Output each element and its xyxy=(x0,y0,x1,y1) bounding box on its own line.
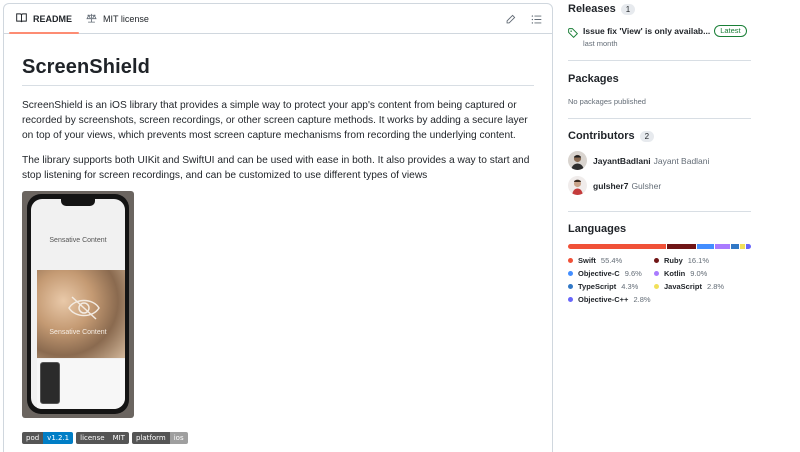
phone-screen xyxy=(31,199,125,409)
contributor-item[interactable] xyxy=(568,176,751,195)
language-item[interactable]: JavaScript 2.8% xyxy=(654,282,751,291)
language-item[interactable]: Objective-C 9.6% xyxy=(568,269,654,278)
tab-readme-label: README xyxy=(33,13,73,24)
languages-heading: Languages xyxy=(568,223,627,235)
releases-heading[interactable]: Releases xyxy=(568,3,616,15)
book-icon xyxy=(16,13,27,25)
packages-section xyxy=(568,61,751,119)
badge-row xyxy=(22,432,534,444)
language-bar-segment xyxy=(746,244,751,249)
edit-pencil-icon[interactable] xyxy=(502,11,518,27)
latest-badge: Latest xyxy=(714,25,746,37)
readme-paragraph-2: The library supports both UIKit and SwiftUI and can be used with ease in both. It also provides a way to start and stop listening for screen recordings, and can be customized to use different types of views xyxy=(22,155,530,181)
pod-version-badge[interactable]: pod v1.2.1 xyxy=(22,432,73,444)
contributor-name: Gulsher xyxy=(631,180,662,191)
language-list xyxy=(568,256,751,304)
scale-icon xyxy=(86,13,97,25)
language-bar-segment xyxy=(568,244,666,249)
language-item[interactable]: TypeScript 4.3% xyxy=(568,282,654,291)
language-item[interactable]: Swift 55.4% xyxy=(568,256,654,265)
language-item[interactable]: Ruby 16.1% xyxy=(654,256,751,265)
avatar[interactable] xyxy=(568,151,587,170)
contributor-login: JayantBadlani xyxy=(593,155,651,166)
blurred-content-label: Sensative Content xyxy=(49,329,107,336)
tag-icon xyxy=(568,25,578,48)
language-bar-segment xyxy=(667,244,696,249)
sensitive-content-label: Sensative Content xyxy=(49,237,107,244)
tab-license[interactable] xyxy=(79,4,156,33)
contributor-item[interactable] xyxy=(568,151,751,170)
releases-count: 1 xyxy=(621,4,635,15)
language-bar-segment xyxy=(731,244,739,249)
contributors-section xyxy=(568,119,751,212)
license-badge[interactable]: license MIT xyxy=(76,432,129,444)
tab-license-label: MIT license xyxy=(103,13,149,24)
contributor-name: Jayant Badlani xyxy=(653,155,710,166)
language-item[interactable]: Kotlin 9.0% xyxy=(654,269,751,278)
latest-release[interactable] xyxy=(568,25,751,48)
readme-body xyxy=(4,56,552,444)
readme-tabs xyxy=(4,4,552,34)
contributors-heading[interactable]: Contributors xyxy=(568,130,635,142)
language-bar xyxy=(568,244,751,249)
release-title[interactable]: Issue fix 'View' is only availab... xyxy=(583,26,711,36)
packages-heading[interactable]: Packages xyxy=(568,73,619,85)
mini-phone-graphic xyxy=(40,362,60,404)
language-bar-segment xyxy=(740,244,745,249)
readme-title: ScreenShield xyxy=(22,56,534,86)
tab-readme[interactable] xyxy=(9,4,79,33)
readme-paragraph-1: ScreenShield is an iOS library that provides a simple way to protect your app's content from being captured or recorded by screenshots, screen recordings, or other screen capture methods. It works by adding a secure layer on top of your views, which prevents most screen capture mechanisms from recording the underlying content. xyxy=(22,100,528,141)
avatar[interactable] xyxy=(568,176,587,195)
languages-section xyxy=(568,212,751,304)
releases-section xyxy=(568,0,751,61)
contributors-count: 2 xyxy=(640,131,654,142)
platform-badge[interactable]: platform ios xyxy=(132,432,188,444)
no-packages-text: No packages published xyxy=(568,97,646,106)
contributor-login: gulsher7 xyxy=(593,180,629,191)
language-item[interactable]: Objective-C++ 2.8% xyxy=(568,295,654,304)
list-outline-icon[interactable] xyxy=(528,11,544,27)
eye-slash-icon xyxy=(67,295,101,326)
release-date: last month xyxy=(583,39,618,48)
language-bar-segment xyxy=(697,244,714,249)
demo-image[interactable] xyxy=(22,191,134,418)
language-bar-segment xyxy=(715,244,731,249)
readme-panel xyxy=(3,3,553,452)
phone-frame xyxy=(27,194,129,414)
repo-sidebar xyxy=(568,0,751,304)
